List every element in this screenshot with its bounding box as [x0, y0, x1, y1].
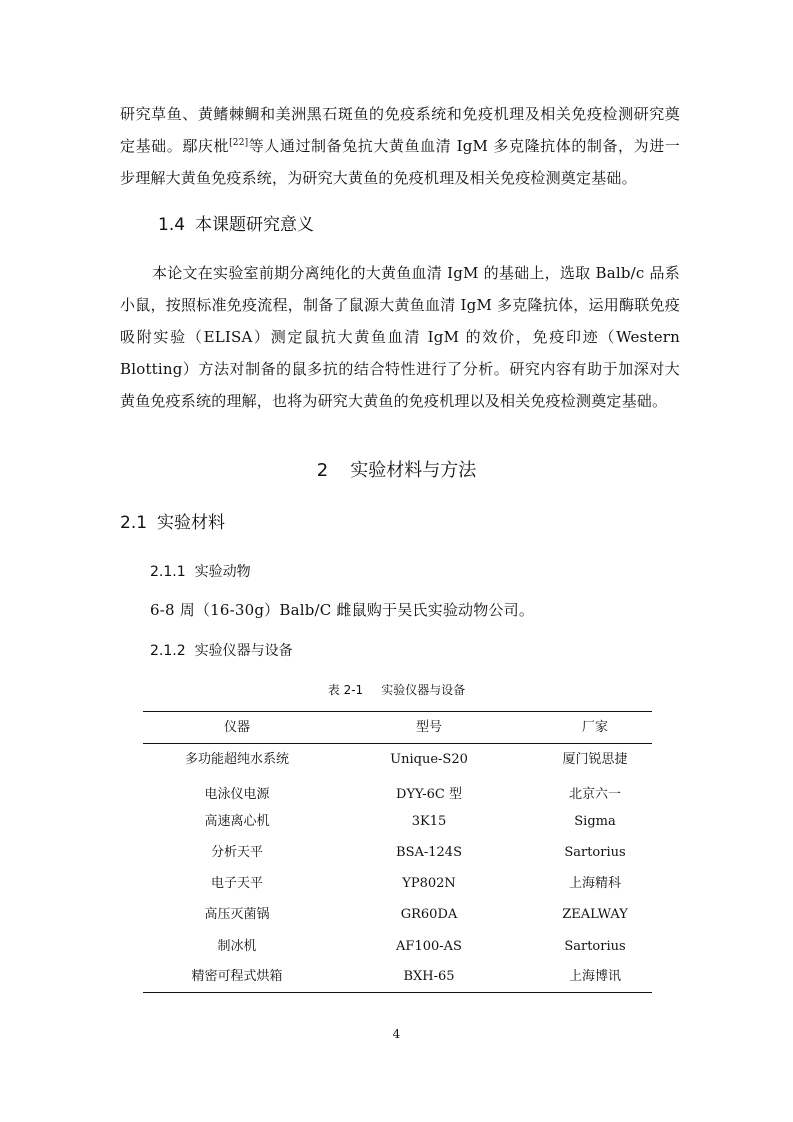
- heading-number: 2.1.1: [150, 564, 186, 580]
- paragraph-intro: [120, 98, 680, 194]
- heading-1-4: [158, 210, 314, 235]
- paragraph-text: 等人通过制备兔抗大黄鱼血清 IgM 多克隆抗体的制备，为进一步理解大黄鱼免疫系统，为研究大黄鱼的免疫机理及相关免疫检测奠定基础。: [120, 137, 680, 187]
- table-caption: [0, 681, 793, 698]
- table-cell-manufacturer: Sigma: [574, 814, 616, 829]
- table-cell-manufacturer: 上海精科: [568, 876, 621, 891]
- table-cell-instrument: 高压灭菌锅: [204, 907, 270, 922]
- table-cell-instrument: 精密可程式烘箱: [191, 969, 283, 984]
- heading-number: 1.4: [158, 215, 186, 235]
- heading-title: 实验仪器与设备: [194, 643, 293, 659]
- table-cell-model: DYY-6C 型: [396, 787, 462, 802]
- paragraph-text: 研究草鱼、黄鳍棘鲷和美洲黑石斑鱼的免疫系统和免疫机理及相关免疫检测研究奠定基础。鄢庆枇: [120, 105, 680, 155]
- heading-number: 2.1: [120, 513, 148, 533]
- heading-title: 实验材料: [157, 513, 226, 533]
- table-cell-instrument: 高速离心机: [204, 814, 270, 829]
- table-cell-manufacturer: Sartorius: [564, 845, 626, 860]
- heading-2-1-2: [150, 640, 293, 660]
- heading-chapter-2: [0, 456, 793, 482]
- table-cell-model: 3K15: [411, 814, 447, 829]
- heading-title: 实验材料与方法: [350, 460, 477, 481]
- table-cell-model: AF100-AS: [396, 939, 462, 954]
- table-cell-model: GR60DA: [400, 907, 458, 922]
- paragraph-significance: 本论文在实验室前期分离纯化的大黄鱼血清 IgM 的基础上，选取 Balb/c 品系小鼠，按照标准免疫流程，制备了鼠源大黄鱼血清 IgM 多克隆抗体，运用酶联免疫吸附实验（ELISA）测定鼠抗大黄鱼血清 IgM 的效价，免疫印迹（Western Blotting）方法对制备的鼠多抗的结合特性进行了分析。研究内容有助于加深对大黄鱼免疫系统的理解，也将为研究大黄鱼的免疫机理以及相关免疫检测奠定基础。: [120, 264, 680, 410]
- table-caption-title: 实验仪器与设备: [381, 683, 466, 697]
- table-header-model: 型号: [415, 720, 442, 735]
- table-cell-manufacturer: 北京六一: [568, 787, 621, 802]
- table-cell-instrument: 分析天平: [210, 845, 263, 860]
- table-cell-manufacturer: 厦门锐思捷: [562, 752, 628, 767]
- table-cell-model: BXH-65: [403, 969, 455, 984]
- table-cell-manufacturer: Sartorius: [564, 939, 626, 954]
- table-header-manufacturer: 厂家: [581, 720, 608, 735]
- table-bottom-rule: [143, 992, 652, 993]
- heading-2-1-1: [150, 561, 251, 581]
- heading-title: 本课题研究意义: [195, 215, 315, 235]
- table-cell-model: YP802N: [402, 876, 456, 891]
- heading-2-1: [120, 508, 225, 533]
- heading-number: 2: [316, 460, 329, 481]
- table-cell-manufacturer: ZEALWAY: [562, 907, 628, 922]
- table-caption-number: 表 2-1: [327, 683, 364, 697]
- table-top-rule: [143, 711, 652, 712]
- table-header-rule: [143, 743, 652, 744]
- table-cell-instrument: 多功能超纯水系统: [184, 752, 289, 767]
- table-cell-instrument: 电子天平: [210, 876, 263, 891]
- paragraph-animals: 6-8 周（16-30g）Balb/C 雌鼠购于吴氏实验动物公司。: [150, 601, 535, 619]
- table-cell-instrument: 电泳仪电源: [204, 787, 270, 802]
- citation-ref[interactable]: [22]: [229, 138, 249, 148]
- table-cell-model: Unique-S20: [390, 752, 468, 767]
- table-header-instrument: 仪器: [223, 720, 250, 735]
- table-cell-instrument: 制冰机: [217, 939, 257, 954]
- table-cell-manufacturer: 上海博讯: [568, 969, 621, 984]
- page-number: 4: [392, 1027, 401, 1041]
- heading-title: 实验动物: [194, 564, 251, 580]
- table-cell-model: BSA-124S: [396, 845, 462, 860]
- heading-number: 2.1.2: [150, 643, 186, 659]
